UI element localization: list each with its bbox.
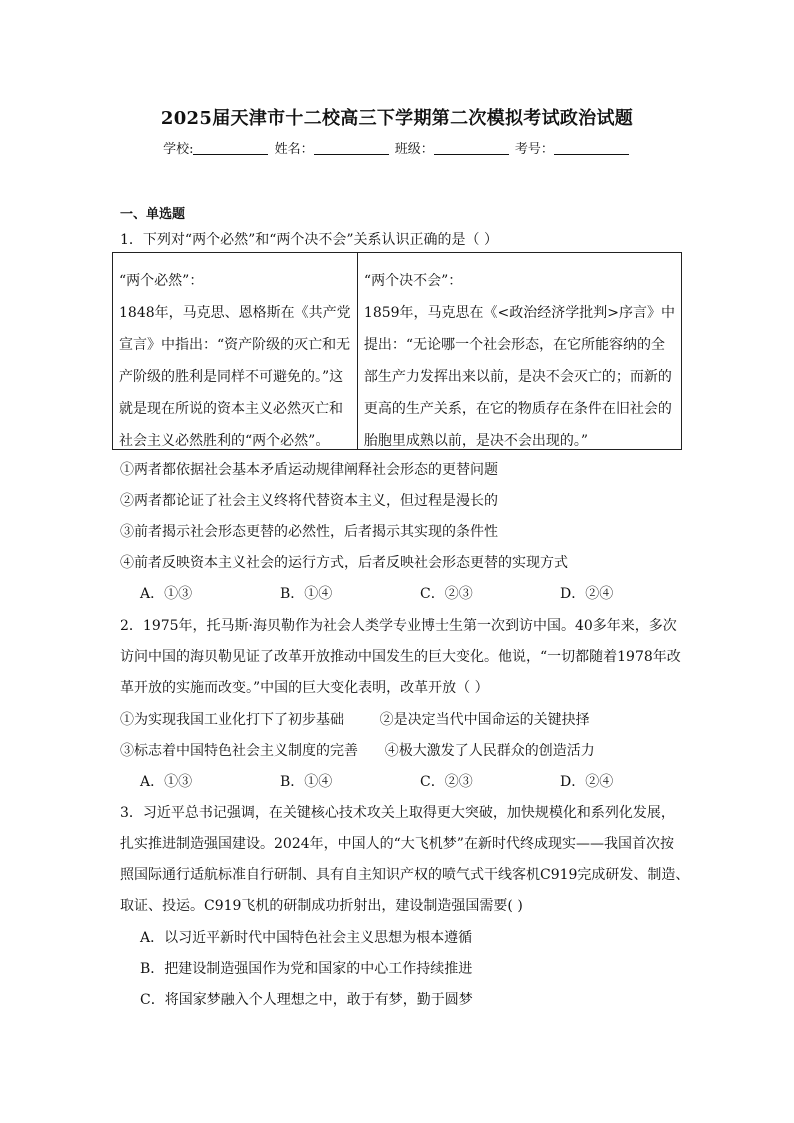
q1-option-a[interactable]: A．①③ [140,586,193,602]
q2-items-row-2: ③标志着中国特色社会主义制度的完善 ④极大激发了人民群众的创造活力 [120,743,595,759]
q1-option-c[interactable]: C．②③ [420,586,473,602]
q2-stem-line: 访问中国的海贝勒见证了改革开放推动中国发生的巨大变化。他说，“一切都随着1978年改 [120,649,681,665]
q2-option-d[interactable]: D．②④ [560,774,614,790]
q1-quote-table [112,252,682,450]
exam-title: 2025届天津市十二校高三下学期第二次模拟考试政治试题 [160,108,634,129]
student-info-row [0,138,794,157]
q1-left-line: 就是现在所说的资本主义必然灭亡和 [119,401,343,417]
q1-right-line: 更高的生产关系，在它的物质存在条件在旧社会的 [363,401,672,417]
q1-left-line: 宣言》中指出：“资产阶级的灭亡和无 [119,337,351,353]
q1-stem: 1．下列对“两个必然”和“两个决不会”关系认识正确的是（ ） [120,232,498,248]
section-heading: 一、单选题 [120,207,186,222]
q3-option-a[interactable]: A．以习近平新时代中国特色社会主义思想为根本遵循 [140,930,473,946]
q1-left-cell [113,253,358,449]
name-label: 姓名： [274,142,314,157]
q1-item: ③前者揭示社会形态更替的必然性，后者揭示其实现的条件性 [120,524,498,540]
q2-option-c[interactable]: C．②③ [420,774,473,790]
q1-right-cell [358,253,681,449]
q2-stem-line: 革开放的实施而改变。”中国的巨大变化表明，改革开放（ ） [120,680,489,696]
q1-left-line: “两个必然”： [119,273,204,289]
school-blank[interactable] [193,141,268,155]
q1-item: ①两者都依据社会基本矛盾运动规律阐释社会形态的更替问题 [120,462,498,478]
q2-option-a[interactable]: A．①③ [140,774,193,790]
q1-right-line: “两个决不会”： [363,273,463,289]
q1-right-line: 部生产力发挥出来以前，是决不会灭亡的；而新的 [363,369,672,385]
q3-stem-line: 扎实推进制造强国建设。2024年，中国人的“大飞机梦”在新时代终成现实——我国首次按 [120,836,674,852]
q1-item: ④前者反映资本主义社会的运行方式，后者反映社会形态更替的实现方式 [120,555,568,571]
q3-option-b[interactable]: B．把建设制造强国作为党和国家的中心工作持续推进 [140,961,473,977]
q1-right-line: 胎胞里成熟以前，是决不会出现的。” [363,433,589,449]
q2-option-b[interactable]: B．①④ [280,774,333,790]
q3-stem-line: 取证、投运。C919飞机的研制成功折射出，建设制造强国需要( ) [120,898,523,914]
exam-no-label: 考号： [514,142,554,157]
q2-stem-line: 2．1975年，托马斯·海贝勒作为社会人类学专业博士生第一次到访中国。40多年来，多次 [120,618,677,634]
exam-no-blank[interactable] [554,141,629,155]
name-blank[interactable] [314,141,389,155]
q3-option-c[interactable]: C．将国家梦融入个人理想之中，敢于有梦，勤于圆梦 [140,992,473,1008]
class-blank[interactable] [434,141,509,155]
q3-stem-line: 照国际通行适航标准自行研制、具有自主知识产权的喷气式干线客机C919完成研发、制造、 [120,867,690,883]
q2-options [140,771,700,791]
q1-right-line: 提出：“无论哪一个社会形态，在它所能容纳的全 [363,337,666,353]
q1-option-d[interactable]: D．②④ [560,586,614,602]
q1-left-line: 产阶级的胜利是同样不可避免的。”这 [119,369,344,385]
q1-right-line: 1859年，马克思在《<政治经济学批判>序言》中 [363,305,675,321]
q1-left-line: 社会主义必然胜利的“两个必然”。 [119,433,330,449]
q2-items-row-1: ①为实现我国工业化打下了初步基础 ②是决定当代中国命运的关键抉择 [120,712,590,728]
q1-options [140,583,700,603]
q3-stem-line: 3．习近平总书记强调，在关键核心技术攻关上取得更大突破，加快规模化和系列化发展， [120,805,675,821]
class-label: 班级： [394,142,434,157]
school-label: 学校: [163,142,194,157]
q1-left-line: 1848年，马克思、恩格斯在《共产党 [119,305,351,321]
q1-item: ②两者都论证了社会主义终将代替资本主义，但过程是漫长的 [120,493,498,509]
q1-option-b[interactable]: B．①④ [280,586,333,602]
